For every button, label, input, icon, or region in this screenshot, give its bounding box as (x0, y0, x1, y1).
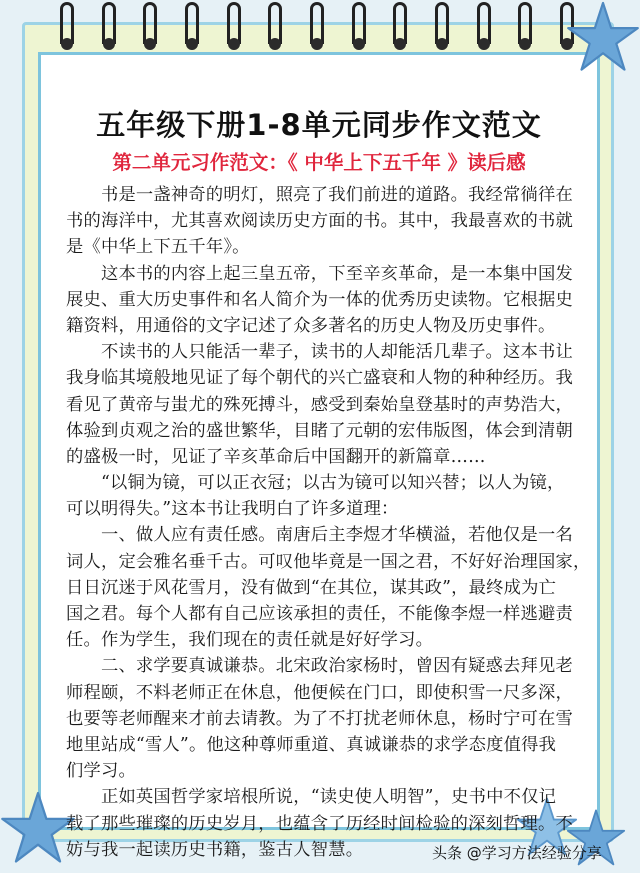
essay-subtitle: 第二单元习作范文：《 中华上下五千年 》读后感 (112, 151, 526, 174)
essay-line: 不读书的人只能活一辈子，读书的人却能活几辈子。这本书让 (66, 342, 573, 363)
binder-hole (228, 38, 240, 50)
essay-line: 我身临其境般地见证了每个朝代的兴亡盛衰和人物的种种经历。我 (66, 368, 573, 389)
star-icon (566, 0, 640, 74)
binder-hole (478, 38, 490, 50)
essay-line: 地里站成“雪人”。他这种尊师重道、真诚谦恭的求学态度值得我 (66, 734, 557, 755)
essay-line: 体验到贞观之治的盛世繁华，目睹了元朝的宏伟版图，体会到清朝 (66, 420, 573, 441)
essay-body (66, 182, 591, 863)
essay-line: 师程颐，不料老师正在休息，他便候在门口，即使积雪一尺多深， (66, 682, 573, 703)
binder-hole (353, 38, 365, 50)
essay-line: 书的海洋中，尤其喜欢阅读历史方面的书。其中，我最喜欢的书就 (66, 211, 573, 232)
binder-hole (436, 38, 448, 50)
essay-line: 这本书的内容上起三皇五帝，下至辛亥革命，是一本集中国发 (66, 263, 573, 284)
essay-line: 也要等老师醒来才前去请教。为了不打扰老师休息，杨时宁可在雪 (66, 708, 573, 729)
essay-line: 妨与我一起读历史书籍，鉴古人智慧。 (66, 839, 364, 860)
watermark: 头条 @学习方法经验分享 (432, 844, 602, 862)
binder-hole (311, 38, 323, 50)
essay-line: 是《中华上下五千年》。 (66, 237, 250, 258)
essay-line: 国之君。每个人都有自己应该承担的责任，不能像李煜一样逃避责 (66, 604, 573, 624)
essay-line: 任。作为学生，我们现在的责任就是好好学习。 (66, 630, 434, 651)
essay-line: 可以明得失。”这本书让我明白了许多道理： (66, 499, 399, 520)
essay-line: 日日沉迷于风花雪月，没有做到“在其位，谋其政”，最终成为亡 (66, 577, 557, 598)
essay-line: 书是一盏神奇的明灯，照亮了我们前进的道路。我经常徜徉在 (66, 185, 573, 205)
essay-line: 展史、重大历史事件和名人简介为一体的优秀历史读物。它根据史 (66, 289, 573, 310)
binder-hole (61, 38, 73, 50)
binder-hole (103, 38, 115, 50)
essay-line: 正如英国哲学家培根所说，“读史使人明智”，史书中不仅记 (66, 787, 557, 808)
essay-line: 籍资料，用通俗的文字记述了众多著名的历史人物及历史事件。 (66, 315, 556, 336)
page-title: 五年级下册1-8单元同步作文范文 (96, 108, 542, 142)
essay-line: 二、求学要真诚谦恭。北宋政治家杨时，曾因有疑惑去拜见老 (66, 656, 573, 677)
binder-hole (144, 38, 156, 50)
binder-hole (186, 38, 198, 50)
star-icon (0, 790, 76, 866)
essay-line: 们学习。 (66, 761, 136, 782)
binder-hole (394, 38, 406, 50)
binder-hole (519, 38, 531, 50)
essay-line: 的盛极一时，见证了辛亥革命后中国翻开的新篇章…… (66, 446, 486, 467)
binder-hole (269, 38, 281, 50)
essay-line: “以铜为镜，可以正衣冠；以古为镜可以知兴替；以人为镜， (66, 473, 565, 494)
essay-line: 词人，定会雅名垂千古。可叹他毕竟是一国之君，不好好治理国家， (66, 551, 591, 572)
essay-line: 看见了黄帝与蚩尤的殊死搏斗，感受到秦始皇登基时的声势浩大， (66, 394, 573, 415)
essay-line: 载了那些璀璨的历史岁月，也蕴含了历经时间检验的深刻哲理。不 (66, 813, 573, 834)
essay-line: 一、做人应有责任感。南唐后主李煜才华横溢，若他仅是一名 (66, 525, 573, 546)
binder-rings (60, 2, 580, 72)
